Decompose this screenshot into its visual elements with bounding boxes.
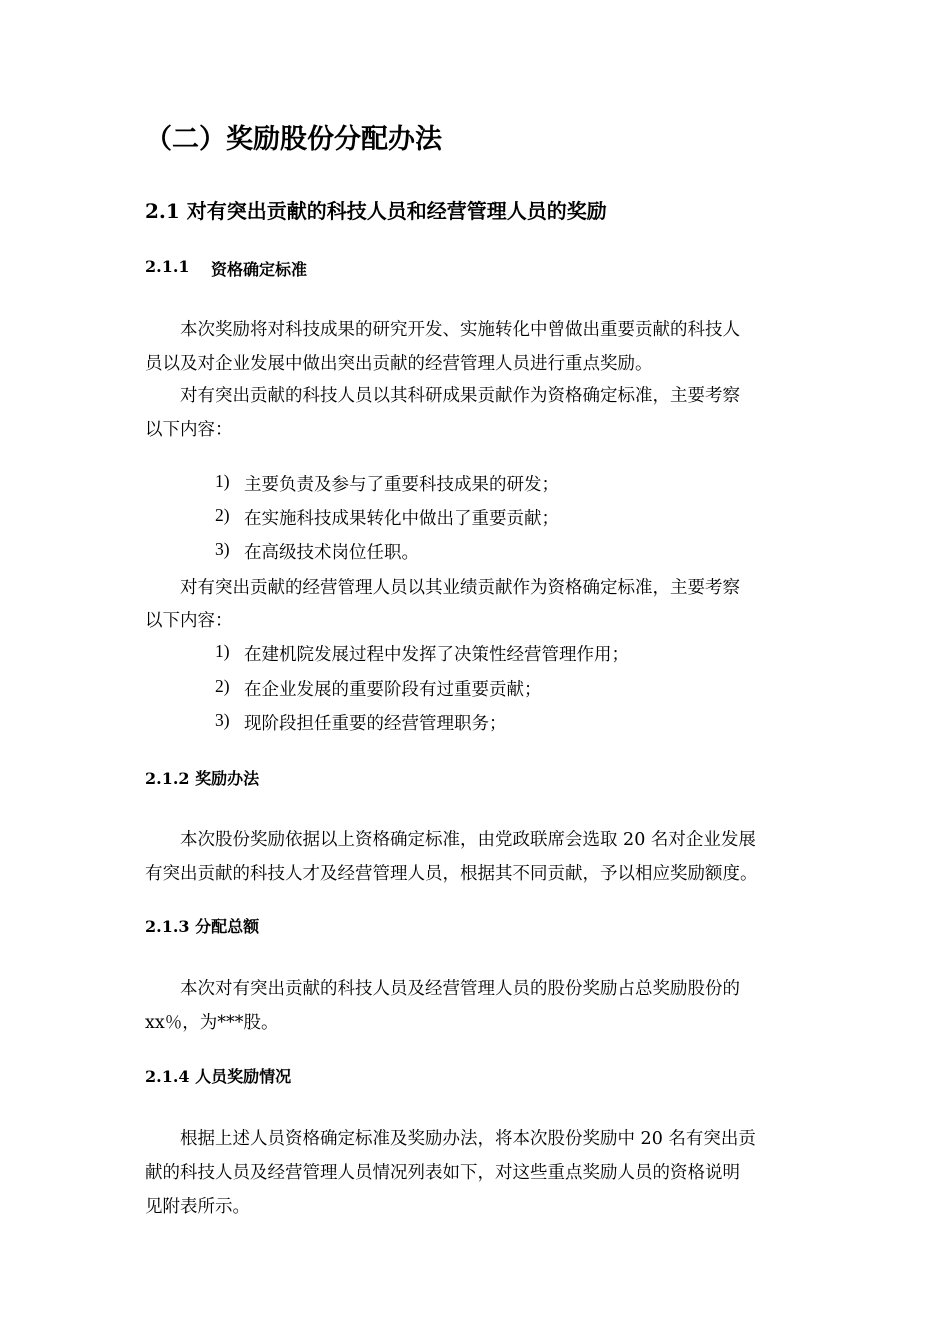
clause-title: 2.1.4 人员奖励情况 [145,1067,292,1086]
list-item-number: 3) [215,710,230,730]
paragraph-line: xx％，为***股。 [145,1013,279,1033]
paragraph-line: 对有突出贡献的经营管理人员以其业绩贡献作为资格确定标准，主要考察 [180,578,740,598]
list-item: 在高级技术岗位任职。 [244,543,419,563]
list-item-number: 1) [215,641,230,661]
list-item: 在实施科技成果转化中做出了重要贡献； [244,509,559,529]
list-item-number: 1) [215,471,230,491]
paragraph-line: 对有突出贡献的科技人员以其科研成果贡献作为资格确定标准，主要考察 [180,386,740,406]
clause-title: 2.1.2 奖励办法 [145,769,260,788]
list-item: 在企业发展的重要阶段有过重要贡献； [244,680,542,700]
clause-title: 资格确定标准 [211,260,308,279]
list-item-number: 2) [215,505,230,525]
paragraph-line: 根据上述人员资格确定标准及奖励办法，将本次股份奖励中 20 名有突出贡 [180,1129,756,1149]
paragraph-line: 献的科技人员及经营管理人员情况列表如下，对这些重点奖励人员的资格说明 [145,1163,740,1183]
paragraph-line: 本次对有突出贡献的科技人员及经营管理人员的股份奖励占总奖励股份的 [180,979,740,999]
paragraph-line: 见附表所示。 [145,1197,250,1217]
paragraph-line: 员以及对企业发展中做出突出贡献的经营管理人员进行重点奖励。 [145,354,653,374]
paragraph-line: 有突出贡献的科技人才及经营管理人员，根据其不同贡献，予以相应奖励额度。 [145,864,758,884]
list-item: 在建机院发展过程中发挥了决策性经营管理作用； [244,645,629,665]
paragraph-line: 本次奖励将对科技成果的研究开发、实施转化中曾做出重要贡献的科技人 [180,320,740,340]
list-item: 现阶段担任重要的经营管理职务； [244,714,507,734]
list-item-number: 2) [215,676,230,696]
list-item: 主要负责及参与了重要科技成果的研发； [244,475,559,495]
section-title: （二）奖励股份分配办法 [145,124,442,155]
clause-number: 2.1.1 [145,257,190,276]
paragraph-line: 以下内容： [145,611,233,631]
clause-title: 2.1.3 分配总额 [145,917,260,936]
paragraph-line: 以下内容： [145,420,233,440]
list-item-number: 3) [215,539,230,559]
subsection-heading: 2.1 对有突出贡献的科技人员和经营管理人员的奖励 [145,199,607,223]
paragraph-line: 本次股份奖励依据以上资格确定标准，由党政联席会选取 20 名对企业发展 [180,830,756,850]
